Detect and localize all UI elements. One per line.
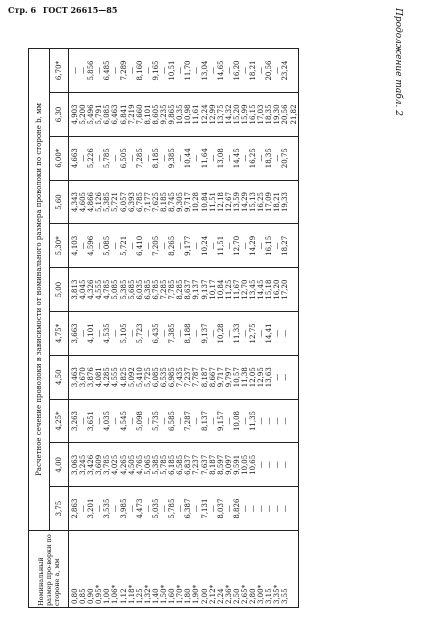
column-header: 4,75* xyxy=(50,312,69,356)
column-header: 4,25* xyxy=(50,399,69,443)
value-column: 3,813 4,045 4,326 4,555 4,785 5,085 5,385 5,685 6,035 6,385 6,785 7,285 7,785 8,285 8,637 9,137 9,137 10,17 10,84 11,25 11,67 12,70 13,45 14,45 15,18 16,20 17,20 xyxy=(69,268,299,312)
value-column: 4,903 5,200 5,496 5,791 6,085 6,463 6,841 7,219 7,660 8,101 8,605 9,235 9,865 10,35 10,98 11,61 12,24 12,99 13,75 14,32 15,20 15,99 16,15 17,03 18,35 19,30 20,56 21,82 xyxy=(69,93,299,137)
column-header: 5,60 xyxy=(50,180,69,224)
value-column: — — 5,856 — 6,485 — 7,289 — 8,160 — 9,165 — 10,51 — 11,70 — 13,04 — 14,65 — 16,20 — 18,21 — 20,56 — 23,24 xyxy=(69,49,299,93)
value-column: 3,063 3,245 3,426 3,609 3,785 4,025 4,265 4,505 4,765 5,065 5,385 5,785 6,185 6,585 6,837 7,237 7,637 8,187 8,597 9,097 9,591 10,05 10,65 — — — — xyxy=(69,443,299,487)
value-column: 4,343 4,605 4,866 5,126 5,385 5,721 6,057 6,393 6,785 7,177 7,625 8,185 8,745 9,305 9,717 10,28 10,84 11,51 12,18 12,67 13,59 14,29 15,13 16,25 17,09 18,21 19,33 xyxy=(69,180,299,224)
value-column: 3,463 3,670 3,876 4,081 4,285 4,555 4,825 5,092 5,410 5,725 6,085 6,535 6,985 7,435 7,237 7,787 8,187 8,667 9,717 9,797 10,57 11,38 12,05 12,95 13,63 — — xyxy=(69,355,299,399)
column-header: 6,00* xyxy=(50,136,69,180)
row-size-column: 0,80 0,85 0,90 0,95* 1,00 1,06* 1,12 1,18* 1,25 1,32* 1,40 1,50* 1,60 1,70* 1,80 1,90* 2,00 2,12* 2,24 2,36* 2,50 2,65* 2,80 3,00* 3,15 3,35* 3,55 xyxy=(69,531,299,608)
column-header: 5,30* xyxy=(50,224,69,268)
column-header: 6,70* xyxy=(50,49,69,93)
column-header-row xyxy=(50,49,69,608)
value-column: 4,663 — 5,226 — 5,785 — 6,505 — 7,285 — 8,185 — 9,385 — 10,44 — 11,64 — 13,08 — 14,45 — 16,25 — 18,35 — 20,75 xyxy=(69,136,299,180)
span-header: Расчетное сечение проволоки в зависимости от номинального размера проволоки по стороне b, мм xyxy=(29,49,50,531)
standard-code: ГОСТ 26615—85 xyxy=(42,5,118,15)
value-column: 3,663 — 4,101 — 4,535 — 5,105 — 5,723 — 6,435 — 7,385 — 8,188 — 9,137 — 10,28 — 11,33 — 12,75 — 14,41 — — xyxy=(69,312,299,356)
table-body-row xyxy=(69,49,299,608)
column-header: 4,50 xyxy=(50,355,69,399)
rotated-table-block xyxy=(28,48,408,608)
value-column: 4,103 — 4,596 — 5,085 — 5,721 — 6,410 — 7,205 — 8,265 — 9,177 — 10,24 — 11,51 — 12,70 — 14,29 — 16,15 — 18,27 xyxy=(69,224,299,268)
value-column: 3,263 — 3,651 — 4,035 — 4,545 — 5,098 — 5,735 — 6,585 — 7,287 — 8,137 — 9,157 — 10,08 — 11,35 — — — — xyxy=(69,399,299,443)
column-header: 4,00 xyxy=(50,443,69,487)
column-header: 3,75 xyxy=(50,487,69,531)
wire-section-table xyxy=(28,48,299,608)
page-header xyxy=(8,5,121,15)
page-number: Стр. 6 xyxy=(8,5,37,15)
row-header: Номинальный размер про-ворки по стороне a, мм xyxy=(29,531,69,608)
column-header: 5,00 xyxy=(50,268,69,312)
continuation-label: Продолжение табл. 2 xyxy=(393,8,403,116)
column-header: 6,30 xyxy=(50,93,69,137)
value-column: 2,863 — 3,201 — 3,535 — 3,985 — 4,473 — 5,035 — 5,785 — 6,387 — 7,131 — 8,037 — 8,826 — — — — — — xyxy=(69,487,299,531)
